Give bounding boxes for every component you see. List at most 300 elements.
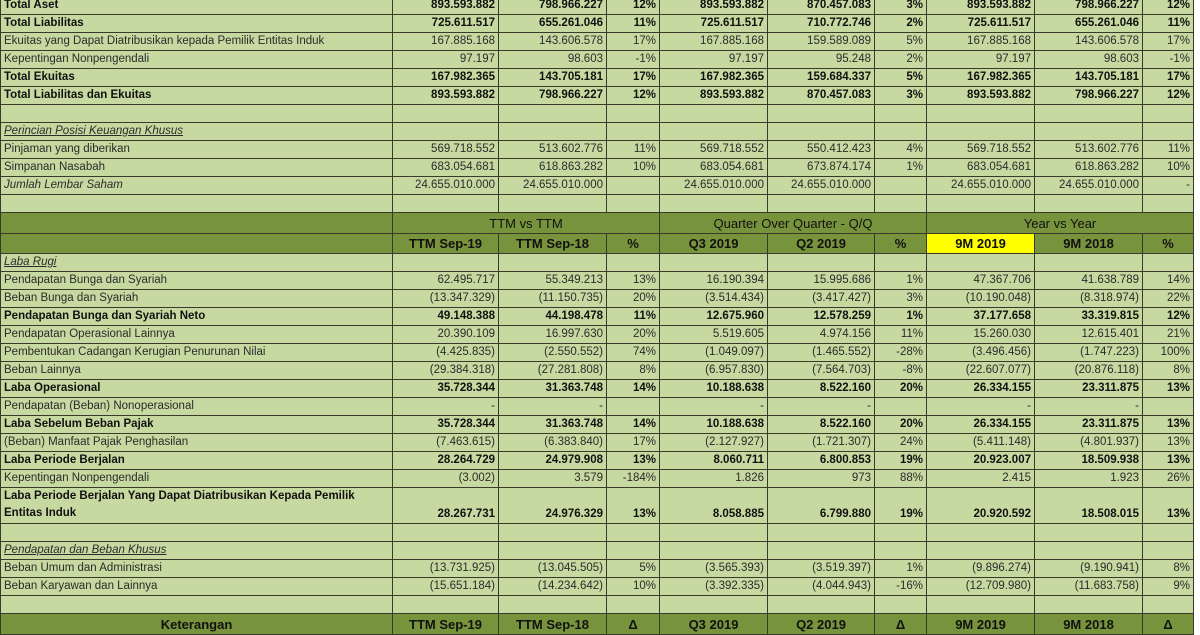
value-cell[interactable]: [393, 195, 499, 213]
value-cell[interactable]: [499, 123, 607, 141]
value-cell[interactable]: 5%: [875, 69, 927, 87]
value-cell[interactable]: (7.564.703): [768, 362, 875, 380]
value-cell[interactable]: 13%: [607, 452, 660, 470]
footer-col-9[interactable]: Δ: [1143, 614, 1194, 635]
value-cell[interactable]: -: [927, 398, 1035, 416]
value-cell[interactable]: [875, 398, 927, 416]
value-cell[interactable]: [875, 254, 927, 272]
value-cell[interactable]: 4%: [875, 141, 927, 159]
value-cell[interactable]: [660, 123, 768, 141]
value-cell[interactable]: 569.718.552: [660, 141, 768, 159]
footer-col-2[interactable]: TTM Sep-18: [499, 614, 607, 635]
value-cell[interactable]: (27.281.808): [499, 362, 607, 380]
value-cell[interactable]: 10.188.638: [660, 380, 768, 398]
value-cell[interactable]: 49.148.388: [393, 308, 499, 326]
value-cell[interactable]: 24.655.010.000: [927, 177, 1035, 195]
value-cell[interactable]: 24.979.908: [499, 452, 607, 470]
value-cell[interactable]: 513.602.776: [499, 141, 607, 159]
value-cell[interactable]: [927, 123, 1035, 141]
value-cell[interactable]: 14%: [607, 380, 660, 398]
value-cell[interactable]: -8%: [875, 362, 927, 380]
value-cell[interactable]: 143.705.181: [499, 69, 607, 87]
value-cell[interactable]: 20.390.109: [393, 326, 499, 344]
value-cell[interactable]: 28.264.729: [393, 452, 499, 470]
value-cell[interactable]: 10%: [607, 159, 660, 177]
value-cell[interactable]: 31.363.748: [499, 380, 607, 398]
value-cell[interactable]: -: [499, 398, 607, 416]
value-cell[interactable]: [1143, 254, 1194, 272]
value-cell[interactable]: [1143, 398, 1194, 416]
value-cell[interactable]: (1.747.223): [1035, 344, 1143, 362]
value-cell[interactable]: 10%: [607, 578, 660, 596]
value-cell[interactable]: 13%: [1143, 416, 1194, 434]
value-cell[interactable]: (7.463.615): [393, 434, 499, 452]
value-cell[interactable]: [768, 596, 875, 614]
col-q2-2019[interactable]: Q2 2019: [768, 234, 875, 254]
value-cell[interactable]: 55.349.213: [499, 272, 607, 290]
value-cell[interactable]: 95.248: [768, 51, 875, 69]
value-cell[interactable]: 12%: [1143, 87, 1194, 105]
value-cell[interactable]: 13%: [607, 272, 660, 290]
value-cell[interactable]: 12%: [1143, 308, 1194, 326]
value-cell[interactable]: [927, 195, 1035, 213]
row-label-total-liabilitas[interactable]: [1, 15, 393, 33]
value-cell[interactable]: [499, 254, 607, 272]
row-label-total-liabilitas-dan-ekuitas[interactable]: [1, 87, 393, 105]
value-cell[interactable]: [660, 254, 768, 272]
value-cell[interactable]: -16%: [875, 578, 927, 596]
value-cell[interactable]: 23.311.875: [1035, 380, 1143, 398]
value-cell[interactable]: 8%: [1143, 362, 1194, 380]
value-cell[interactable]: 725.611.517: [393, 15, 499, 33]
value-cell[interactable]: 143.705.181: [1035, 69, 1143, 87]
value-cell[interactable]: 167.885.168: [393, 33, 499, 51]
value-cell[interactable]: 11%: [607, 15, 660, 33]
value-cell[interactable]: 26%: [1143, 470, 1194, 488]
value-cell[interactable]: 20%: [607, 326, 660, 344]
col-ttm-sep19[interactable]: TTM Sep-19: [393, 234, 499, 254]
value-cell[interactable]: [1143, 542, 1194, 560]
footer-col-5[interactable]: Q2 2019: [768, 614, 875, 635]
value-cell[interactable]: 893.593.882: [393, 0, 499, 15]
value-cell[interactable]: 6.800.853: [768, 452, 875, 470]
value-cell[interactable]: 24.655.010.000: [393, 177, 499, 195]
value-cell[interactable]: [660, 524, 768, 542]
value-cell[interactable]: 12.578.259: [768, 308, 875, 326]
value-cell[interactable]: 8.058.885: [660, 488, 768, 524]
row-label-blank[interactable]: [1, 105, 393, 123]
value-cell[interactable]: (3.514.434): [660, 290, 768, 308]
value-cell[interactable]: [875, 177, 927, 195]
value-cell[interactable]: 3.579: [499, 470, 607, 488]
value-cell[interactable]: [499, 195, 607, 213]
value-cell[interactable]: 13%: [1143, 488, 1194, 524]
value-cell[interactable]: [660, 195, 768, 213]
value-cell[interactable]: (29.384.318): [393, 362, 499, 380]
value-cell[interactable]: 8.522.160: [768, 380, 875, 398]
col-qoq-pct[interactable]: %: [875, 234, 927, 254]
value-cell[interactable]: 12.675.960: [660, 308, 768, 326]
value-cell[interactable]: (2.127.927): [660, 434, 768, 452]
value-cell[interactable]: 17%: [607, 434, 660, 452]
value-cell[interactable]: 35.728.344: [393, 416, 499, 434]
value-cell[interactable]: 973: [768, 470, 875, 488]
value-cell[interactable]: 618.863.282: [499, 159, 607, 177]
value-cell[interactable]: 167.982.365: [393, 69, 499, 87]
value-cell[interactable]: 5%: [875, 33, 927, 51]
row-label-pembentukan-cadangan-kerugian-penurunan-nilai[interactable]: [1, 344, 393, 362]
value-cell[interactable]: 618.863.282: [1035, 159, 1143, 177]
value-cell[interactable]: 97.197: [393, 51, 499, 69]
value-cell[interactable]: 97.197: [660, 51, 768, 69]
value-cell[interactable]: 24.655.010.000: [660, 177, 768, 195]
value-cell[interactable]: 20.923.007: [927, 452, 1035, 470]
value-cell[interactable]: (1.049.097): [660, 344, 768, 362]
value-cell[interactable]: 893.593.882: [927, 87, 1035, 105]
value-cell[interactable]: -: [1143, 177, 1194, 195]
value-cell[interactable]: [607, 123, 660, 141]
value-cell[interactable]: [768, 123, 875, 141]
value-cell[interactable]: 1%: [875, 272, 927, 290]
value-cell[interactable]: 12.615.401: [1035, 326, 1143, 344]
value-cell[interactable]: 15.995.686: [768, 272, 875, 290]
value-cell[interactable]: [875, 542, 927, 560]
value-cell[interactable]: [927, 596, 1035, 614]
row-label-beban-bunga-dan-syariah[interactable]: [1, 290, 393, 308]
value-cell[interactable]: 798.966.227: [499, 87, 607, 105]
value-cell[interactable]: (3.392.335): [660, 578, 768, 596]
row-label-laba-operasional[interactable]: [1, 380, 393, 398]
value-cell[interactable]: -: [660, 398, 768, 416]
col-9m-2018[interactable]: 9M 2018: [1035, 234, 1143, 254]
value-cell[interactable]: 47.367.706: [927, 272, 1035, 290]
group-yoy[interactable]: Year vs Year: [927, 213, 1194, 234]
value-cell[interactable]: 8%: [1143, 560, 1194, 578]
value-cell[interactable]: 798.966.227: [499, 0, 607, 15]
value-cell[interactable]: [393, 524, 499, 542]
value-cell[interactable]: -28%: [875, 344, 927, 362]
value-cell[interactable]: 24.655.010.000: [768, 177, 875, 195]
value-cell[interactable]: [875, 524, 927, 542]
value-cell[interactable]: [768, 195, 875, 213]
value-cell[interactable]: 167.885.168: [927, 33, 1035, 51]
value-cell[interactable]: 97.197: [927, 51, 1035, 69]
value-cell[interactable]: (3.565.393): [660, 560, 768, 578]
value-cell[interactable]: 870.457.083: [768, 87, 875, 105]
value-cell[interactable]: 159.684.337: [768, 69, 875, 87]
value-cell[interactable]: 35.728.344: [393, 380, 499, 398]
value-cell[interactable]: 22%: [1143, 290, 1194, 308]
value-cell[interactable]: -1%: [1143, 51, 1194, 69]
value-cell[interactable]: 20%: [875, 380, 927, 398]
value-cell[interactable]: 17%: [607, 33, 660, 51]
value-cell[interactable]: (6.957.830): [660, 362, 768, 380]
value-cell[interactable]: 12%: [607, 87, 660, 105]
value-cell[interactable]: 44.198.478: [499, 308, 607, 326]
value-cell[interactable]: 893.593.882: [393, 87, 499, 105]
value-cell[interactable]: [875, 195, 927, 213]
value-cell[interactable]: 893.593.882: [660, 0, 768, 15]
value-cell[interactable]: [607, 596, 660, 614]
row-label-ekuitas-yang-dapat-diatribusikan-kepada-pemilik-entitas-induk[interactable]: [1, 33, 393, 51]
value-cell[interactable]: 1.923: [1035, 470, 1143, 488]
value-cell[interactable]: [660, 542, 768, 560]
value-cell[interactable]: -: [1035, 398, 1143, 416]
value-cell[interactable]: 13%: [1143, 434, 1194, 452]
value-cell[interactable]: 13%: [1143, 452, 1194, 470]
value-cell[interactable]: (15.651.184): [393, 578, 499, 596]
value-cell[interactable]: 569.718.552: [927, 141, 1035, 159]
value-cell[interactable]: 11%: [607, 141, 660, 159]
value-cell[interactable]: [875, 123, 927, 141]
value-cell[interactable]: 21%: [1143, 326, 1194, 344]
value-cell[interactable]: [393, 254, 499, 272]
value-cell[interactable]: [499, 105, 607, 123]
value-cell[interactable]: (6.383.840): [499, 434, 607, 452]
value-cell[interactable]: [607, 254, 660, 272]
row-label-blank[interactable]: [1, 195, 393, 213]
value-cell[interactable]: [768, 524, 875, 542]
value-cell[interactable]: 673.874.174: [768, 159, 875, 177]
value-cell[interactable]: 8.522.160: [768, 416, 875, 434]
value-cell[interactable]: [1143, 123, 1194, 141]
row-label-simpanan-nasabah[interactable]: [1, 159, 393, 177]
value-cell[interactable]: (9.896.274): [927, 560, 1035, 578]
value-cell[interactable]: [927, 254, 1035, 272]
value-cell[interactable]: 1%: [875, 308, 927, 326]
value-cell[interactable]: 143.606.578: [499, 33, 607, 51]
value-cell[interactable]: 20%: [875, 416, 927, 434]
value-cell[interactable]: [1143, 105, 1194, 123]
value-cell[interactable]: 19%: [875, 488, 927, 524]
value-cell[interactable]: 893.593.882: [927, 0, 1035, 15]
value-cell[interactable]: 167.982.365: [927, 69, 1035, 87]
value-cell[interactable]: [607, 195, 660, 213]
value-cell[interactable]: 88%: [875, 470, 927, 488]
value-cell[interactable]: 17%: [1143, 69, 1194, 87]
row-label-beban-lainnya[interactable]: [1, 362, 393, 380]
row-label-pendapatan-bunga-dan-syariah-neto[interactable]: [1, 308, 393, 326]
value-cell[interactable]: 23.311.875: [1035, 416, 1143, 434]
value-cell[interactable]: [768, 542, 875, 560]
col-ttm-sep18[interactable]: TTM Sep-18: [499, 234, 607, 254]
value-cell[interactable]: 9%: [1143, 578, 1194, 596]
value-cell[interactable]: 98.603: [499, 51, 607, 69]
value-cell[interactable]: 2%: [875, 51, 927, 69]
value-cell[interactable]: 28.267.731: [393, 488, 499, 524]
row-label-blank[interactable]: [1, 596, 393, 614]
value-cell[interactable]: 6.799.880: [768, 488, 875, 524]
value-cell[interactable]: [875, 596, 927, 614]
value-cell[interactable]: [393, 596, 499, 614]
row-label-kepentingan-nonpengendali[interactable]: [1, 470, 393, 488]
value-cell[interactable]: [1035, 195, 1143, 213]
value-cell[interactable]: (13.045.505): [499, 560, 607, 578]
value-cell[interactable]: 3%: [875, 290, 927, 308]
value-cell[interactable]: (14.234.642): [499, 578, 607, 596]
value-cell[interactable]: 5%: [607, 560, 660, 578]
value-cell[interactable]: 683.054.681: [393, 159, 499, 177]
value-cell[interactable]: 12%: [1143, 0, 1194, 15]
value-cell[interactable]: [875, 105, 927, 123]
col-yoy-pct[interactable]: %: [1143, 234, 1194, 254]
row-label-beban-manfaat-pajak-penghasilan[interactable]: [1, 434, 393, 452]
value-cell[interactable]: -: [393, 398, 499, 416]
value-cell[interactable]: 24.655.010.000: [1035, 177, 1143, 195]
value-cell[interactable]: (1.465.552): [768, 344, 875, 362]
value-cell[interactable]: 17%: [1143, 33, 1194, 51]
row-label-total-ekuitas[interactable]: [1, 69, 393, 87]
footer-col-8[interactable]: 9M 2018: [1035, 614, 1143, 635]
row-label-beban-umum-dan-administrasi[interactable]: [1, 560, 393, 578]
value-cell[interactable]: 62.495.717: [393, 272, 499, 290]
footer-col-0[interactable]: Keterangan: [1, 614, 393, 635]
row-label-pendapatan-beban-nonoperasional[interactable]: [1, 398, 393, 416]
value-cell[interactable]: 98.603: [1035, 51, 1143, 69]
row-label-kepentingan-nonpengendali[interactable]: [1, 51, 393, 69]
value-cell[interactable]: (9.190.941): [1035, 560, 1143, 578]
value-cell[interactable]: [1035, 254, 1143, 272]
value-cell[interactable]: 683.054.681: [927, 159, 1035, 177]
group-qoq[interactable]: Quarter Over Quarter - Q/Q: [660, 213, 927, 234]
row-label-pendapatan-dan-beban-khusus[interactable]: [1, 542, 393, 560]
value-cell[interactable]: 550.412.423: [768, 141, 875, 159]
value-cell[interactable]: 24%: [875, 434, 927, 452]
col-9m-2019[interactable]: 9M 2019: [927, 234, 1035, 254]
value-cell[interactable]: -184%: [607, 470, 660, 488]
header-blank-cell[interactable]: [1, 234, 393, 254]
value-cell[interactable]: (4.044.943): [768, 578, 875, 596]
value-cell[interactable]: [607, 398, 660, 416]
header-blank-cell[interactable]: [1, 213, 393, 234]
value-cell[interactable]: (12.709.980): [927, 578, 1035, 596]
value-cell[interactable]: 100%: [1143, 344, 1194, 362]
value-cell[interactable]: 725.611.517: [927, 15, 1035, 33]
row-label-laba-periode-berjalan-yang-dapat-diatribusikan-kepada-pemilik-entitas-induk[interactable]: [1, 488, 393, 524]
row-label-pendapatan-operasional-lainnya[interactable]: [1, 326, 393, 344]
value-cell[interactable]: 13%: [607, 488, 660, 524]
value-cell[interactable]: [607, 542, 660, 560]
value-cell[interactable]: 10.188.638: [660, 416, 768, 434]
row-label-pendapatan-bunga-dan-syariah[interactable]: [1, 272, 393, 290]
value-cell[interactable]: (3.519.397): [768, 560, 875, 578]
value-cell[interactable]: [499, 524, 607, 542]
value-cell[interactable]: 41.638.789: [1035, 272, 1143, 290]
value-cell[interactable]: 2.415: [927, 470, 1035, 488]
row-label-laba-sebelum-beban-pajak[interactable]: [1, 416, 393, 434]
value-cell[interactable]: 1%: [875, 159, 927, 177]
value-cell[interactable]: 167.885.168: [660, 33, 768, 51]
footer-col-6[interactable]: Δ: [875, 614, 927, 635]
value-cell[interactable]: [607, 177, 660, 195]
value-cell[interactable]: [1035, 123, 1143, 141]
value-cell[interactable]: (4.801.937): [1035, 434, 1143, 452]
value-cell[interactable]: [393, 542, 499, 560]
value-cell[interactable]: 24.655.010.000: [499, 177, 607, 195]
value-cell[interactable]: 33.319.815: [1035, 308, 1143, 326]
value-cell[interactable]: 2%: [875, 15, 927, 33]
value-cell[interactable]: 18.509.938: [1035, 452, 1143, 470]
value-cell[interactable]: [1143, 596, 1194, 614]
value-cell[interactable]: 1.826: [660, 470, 768, 488]
value-cell[interactable]: 26.334.155: [927, 416, 1035, 434]
value-cell[interactable]: (3.002): [393, 470, 499, 488]
value-cell[interactable]: 143.606.578: [1035, 33, 1143, 51]
value-cell[interactable]: 37.177.658: [927, 308, 1035, 326]
value-cell[interactable]: 569.718.552: [393, 141, 499, 159]
footer-col-1[interactable]: TTM Sep-19: [393, 614, 499, 635]
value-cell[interactable]: [393, 123, 499, 141]
value-cell[interactable]: [927, 524, 1035, 542]
value-cell[interactable]: 3%: [875, 87, 927, 105]
value-cell[interactable]: 798.966.227: [1035, 87, 1143, 105]
value-cell[interactable]: 17%: [607, 69, 660, 87]
value-cell[interactable]: [1035, 524, 1143, 542]
value-cell[interactable]: 10%: [1143, 159, 1194, 177]
value-cell[interactable]: 15.260.030: [927, 326, 1035, 344]
value-cell[interactable]: (1.721.307): [768, 434, 875, 452]
value-cell[interactable]: 159.589.089: [768, 33, 875, 51]
value-cell[interactable]: [607, 105, 660, 123]
row-label-beban-karyawan-dan-lainnya[interactable]: [1, 578, 393, 596]
value-cell[interactable]: 16.190.394: [660, 272, 768, 290]
value-cell[interactable]: 3%: [875, 0, 927, 15]
footer-col-4[interactable]: Q3 2019: [660, 614, 768, 635]
value-cell[interactable]: 14%: [607, 416, 660, 434]
value-cell[interactable]: [927, 105, 1035, 123]
value-cell[interactable]: [1035, 105, 1143, 123]
value-cell[interactable]: [1143, 524, 1194, 542]
value-cell[interactable]: 870.457.083: [768, 0, 875, 15]
row-label-blank[interactable]: [1, 524, 393, 542]
value-cell[interactable]: (3.496.456): [927, 344, 1035, 362]
value-cell[interactable]: 11%: [875, 326, 927, 344]
value-cell[interactable]: 11%: [1143, 15, 1194, 33]
col-q3-2019[interactable]: Q3 2019: [660, 234, 768, 254]
value-cell[interactable]: 19%: [875, 452, 927, 470]
value-cell[interactable]: -1%: [607, 51, 660, 69]
value-cell[interactable]: 31.363.748: [499, 416, 607, 434]
value-cell[interactable]: 798.966.227: [1035, 0, 1143, 15]
value-cell[interactable]: 14%: [1143, 272, 1194, 290]
value-cell[interactable]: 167.982.365: [660, 69, 768, 87]
value-cell[interactable]: [768, 254, 875, 272]
value-cell[interactable]: [660, 596, 768, 614]
value-cell[interactable]: [1035, 596, 1143, 614]
value-cell[interactable]: 8.060.711: [660, 452, 768, 470]
value-cell[interactable]: 655.261.046: [1035, 15, 1143, 33]
value-cell[interactable]: (13.347.329): [393, 290, 499, 308]
value-cell[interactable]: 24.976.329: [499, 488, 607, 524]
value-cell[interactable]: [1143, 195, 1194, 213]
row-label-pinjaman-yang-diberikan[interactable]: [1, 141, 393, 159]
row-label-laba-periode-berjalan[interactable]: [1, 452, 393, 470]
row-label-perincian-posisi-keuangan-khusus[interactable]: [1, 123, 393, 141]
value-cell[interactable]: [499, 596, 607, 614]
value-cell[interactable]: 710.772.746: [768, 15, 875, 33]
value-cell[interactable]: (8.318.974): [1035, 290, 1143, 308]
row-label-laba-rugi[interactable]: [1, 254, 393, 272]
value-cell[interactable]: 74%: [607, 344, 660, 362]
value-cell[interactable]: 1%: [875, 560, 927, 578]
value-cell[interactable]: 13%: [1143, 380, 1194, 398]
value-cell[interactable]: 683.054.681: [660, 159, 768, 177]
value-cell[interactable]: [607, 524, 660, 542]
value-cell[interactable]: 26.334.155: [927, 380, 1035, 398]
value-cell[interactable]: (10.190.048): [927, 290, 1035, 308]
value-cell[interactable]: [499, 542, 607, 560]
group-ttm[interactable]: TTM vs TTM: [393, 213, 660, 234]
